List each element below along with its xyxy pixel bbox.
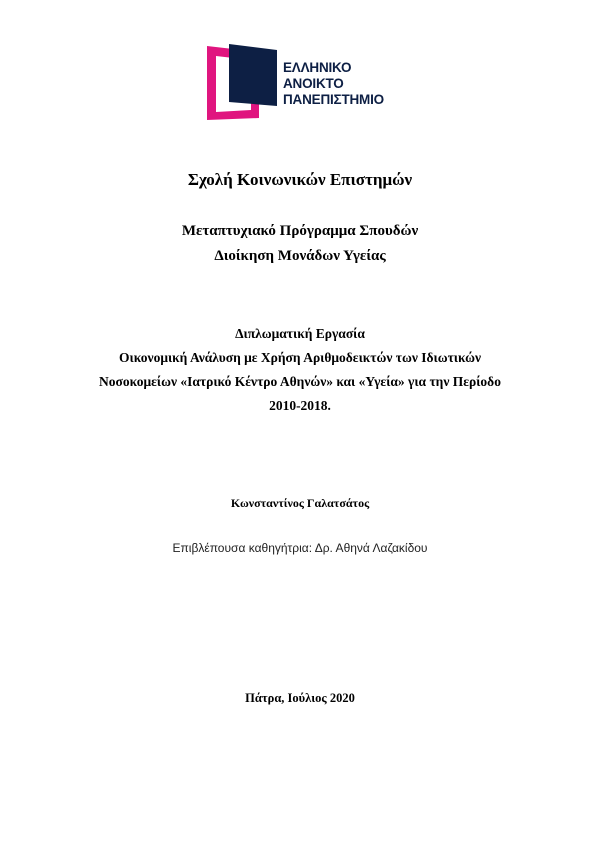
program-block [0, 219, 600, 269]
program-specialization: Διοίκηση Μονάδων Υγείας [214, 248, 386, 264]
logo-line-1: ΕΛΛΗΝΙΚΟ [283, 60, 352, 75]
author-name: Κωνσταντίνος Γαλατσάτος [230, 496, 370, 510]
thesis-block [0, 322, 600, 418]
logo-line-2: ΑΝΟΙΚΤΟ [283, 76, 344, 91]
university-logo-text [283, 60, 384, 108]
program-title: Μεταπτυχιακό Πρόγραμμα Σπουδών [181, 223, 419, 239]
thesis-title-line-2: Νοσοκομείων «Ιατρικό Κέντρο Αθηνών» και «Υγεία» για την Περίοδο [99, 374, 501, 389]
supervisor-line: Επιβλέπουσα καθηγήτρια: Δρ. Αθηνά Λαζακίδου [172, 541, 428, 555]
thesis-title-line-1: Οικονομική Ανάλυση με Χρήση Αριθμοδεικτών των Ιδιωτικών [119, 350, 481, 365]
school-name: Σχολή Κοινωνικών Επιστημών [187, 170, 413, 189]
thesis-type: Διπλωματική Εργασία [235, 326, 365, 341]
thesis-title-line-3: 2010-2018. [269, 398, 331, 413]
university-logo [207, 44, 397, 124]
logo-line-3: ΠΑΝΕΠΙΣΤΗΜΙΟ [283, 92, 384, 107]
university-logo-mark [207, 44, 277, 120]
place-date: Πάτρα, Ιούλιος 2020 [245, 691, 355, 705]
